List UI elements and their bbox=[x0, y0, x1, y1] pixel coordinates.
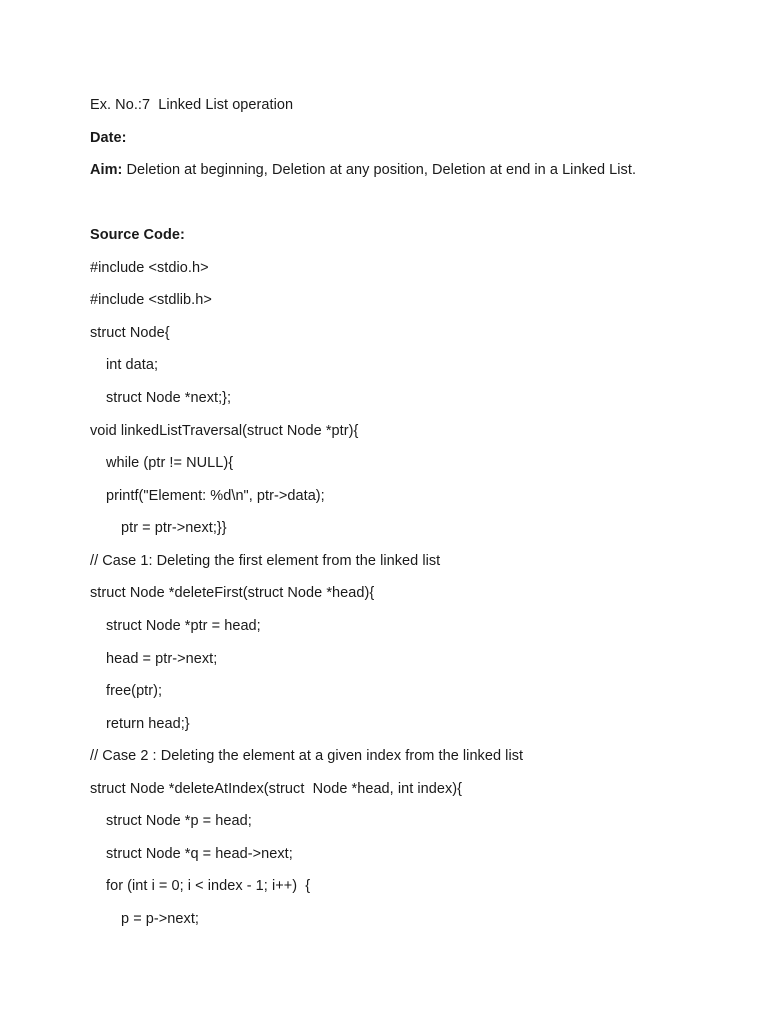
code-line: void linkedListTraversal(struct Node *ptr){ bbox=[90, 423, 359, 439]
code-line: struct Node *next;}; bbox=[106, 390, 232, 406]
code-line: head = ptr->next; bbox=[106, 651, 218, 667]
code-line: struct Node *ptr = head; bbox=[106, 618, 261, 634]
code-comment: // Case 2 : Deleting the element at a given index from the linked list bbox=[90, 748, 524, 764]
code-comment: // Case 1: Deleting the first element from the linked list bbox=[90, 553, 441, 569]
code-line: struct Node *q = head->next; bbox=[106, 846, 293, 862]
aim-label: Aim: bbox=[90, 162, 123, 178]
code-line: ptr = ptr->next;}} bbox=[121, 520, 227, 536]
source-code-label: Source Code: bbox=[90, 227, 185, 243]
code-line: struct Node *p = head; bbox=[106, 813, 252, 829]
aim-text: Deletion at beginning, Deletion at any position, Deletion at end in a Linked List. bbox=[122, 162, 637, 178]
code-line: struct Node *deleteFirst(struct Node *head){ bbox=[90, 585, 375, 601]
code-line: free(ptr); bbox=[106, 683, 163, 699]
date-label: Date: bbox=[90, 130, 127, 146]
code-line: return head;} bbox=[106, 716, 190, 732]
code-line: printf("Element: %d\n", ptr->data); bbox=[106, 488, 325, 504]
code-line: #include <stdlib.h> bbox=[90, 292, 212, 308]
code-line: struct Node{ bbox=[90, 325, 170, 341]
code-line: int data; bbox=[106, 357, 159, 373]
code-line: for (int i = 0; i < index - 1; i++) { bbox=[106, 878, 311, 894]
code-line: #include <stdio.h> bbox=[90, 260, 209, 276]
code-line: p = p->next; bbox=[121, 911, 199, 927]
code-line: struct Node *deleteAtIndex(struct Node *head, int index){ bbox=[90, 781, 463, 797]
code-line: while (ptr != NULL){ bbox=[106, 455, 234, 471]
exercise-title: Ex. No.:7 Linked List operation bbox=[90, 97, 294, 113]
aim-line bbox=[90, 161, 636, 179]
